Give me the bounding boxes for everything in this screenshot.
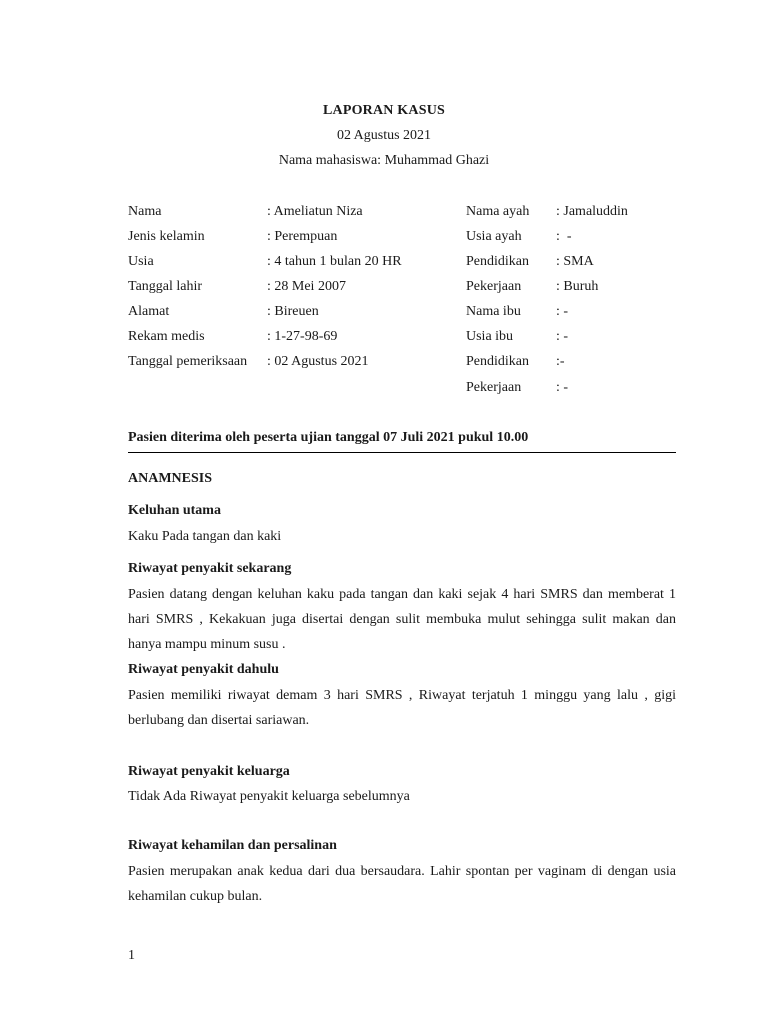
- text-riwayat-penyakit-sekarang: Pasien datang dengan keluhan kaku pada tangan dan kaki sejak 4 hari SMRS dan memberat 1 hari SMRS , Kekakuan juga disertai dengan sulit membuka mulut sehingga sulit makan dan hanya mampu minum susu .: [128, 587, 676, 652]
- heading-riwayat-kehamilan: Riwayat kehamilan dan persalinan: [128, 838, 337, 853]
- report-date: 02 Agustus 2021: [336, 128, 432, 143]
- text-riwayat-kehamilan: Pasien merupakan anak kedua dari dua bersaudara. Lahir spontan per vaginam di dengan usia kehamilan cukup bulan.: [128, 864, 676, 904]
- identity-row: [0, 204, 768, 224]
- parent-label: Pekerjaan: [466, 279, 522, 294]
- identity-value: : Perempuan: [267, 229, 338, 244]
- identity-row: [0, 380, 768, 400]
- parent-value: :-: [556, 354, 565, 369]
- parent-value: : -: [556, 380, 569, 395]
- identity-row: [0, 354, 768, 374]
- heading-riwayat-penyakit-dahulu: Riwayat penyakit dahulu: [128, 662, 279, 677]
- parent-label: Pendidikan: [466, 354, 529, 369]
- identity-label: Jenis kelamin: [128, 229, 205, 244]
- text-riwayat-penyakit-keluarga: Tidak Ada Riwayat penyakit keluarga sebelumnya: [128, 789, 410, 804]
- identity-row: [0, 254, 768, 274]
- parent-value: : -: [556, 229, 572, 244]
- identity-row: [0, 279, 768, 299]
- student-name: Nama mahasiswa: Muhammad Ghazi: [278, 153, 490, 168]
- identity-row: [0, 229, 768, 249]
- parent-value: : Buruh: [556, 279, 599, 294]
- parent-label: Nama ibu: [466, 304, 521, 319]
- parent-value: : Jamaluddin: [556, 204, 628, 219]
- identity-row: [0, 304, 768, 324]
- parent-value: : -: [556, 304, 569, 319]
- parent-value: : SMA: [556, 254, 594, 269]
- identity-row: [0, 329, 768, 349]
- admission-statement: Pasien diterima oleh peserta ujian tanggal 07 Juli 2021 pukul 10.00: [128, 430, 529, 445]
- page-number: 1: [128, 948, 135, 963]
- identity-value: : Ameliatun Niza: [267, 204, 363, 219]
- heading-riwayat-penyakit-keluarga: Riwayat penyakit keluarga: [128, 764, 290, 779]
- identity-label: Nama: [128, 204, 162, 219]
- identity-label: Tanggal lahir: [128, 279, 203, 294]
- text-riwayat-penyakit-dahulu: Pasien memiliki riwayat demam 3 hari SMRS , Riwayat terjatuh 1 minggu yang lalu , gigi berlubang dan disertai sariawan.: [128, 688, 676, 728]
- report-title: LAPORAN KASUS: [322, 103, 445, 118]
- identity-value: : 28 Mei 2007: [267, 279, 346, 294]
- identity-label: Usia: [128, 254, 154, 269]
- parent-value: : -: [556, 329, 569, 344]
- identity-value: : 02 Agustus 2021: [267, 354, 369, 369]
- heading-riwayat-penyakit-sekarang: Riwayat penyakit sekarang: [128, 561, 292, 576]
- section-heading-anamnesis: ANAMNESIS: [128, 471, 213, 486]
- text-keluhan-utama: Kaku Pada tangan dan kaki: [128, 529, 282, 544]
- heading-keluhan-utama: Keluhan utama: [128, 503, 221, 518]
- parent-label: Usia ayah: [466, 229, 522, 244]
- parent-label: Pendidikan: [466, 254, 529, 269]
- parent-label: Pekerjaan: [466, 380, 522, 395]
- identity-label: Alamat: [128, 304, 170, 319]
- horizontal-rule: [128, 452, 676, 453]
- parent-label: Usia ibu: [466, 329, 514, 344]
- identity-value: : 1-27-98-69: [267, 329, 338, 344]
- identity-label: Tanggal pemeriksaan: [128, 354, 248, 369]
- parent-label: Nama ayah: [466, 204, 530, 219]
- identity-value: : Bireuen: [267, 304, 319, 319]
- identity-label: Rekam medis: [128, 329, 205, 344]
- identity-value: : 4 tahun 1 bulan 20 HR: [267, 254, 402, 269]
